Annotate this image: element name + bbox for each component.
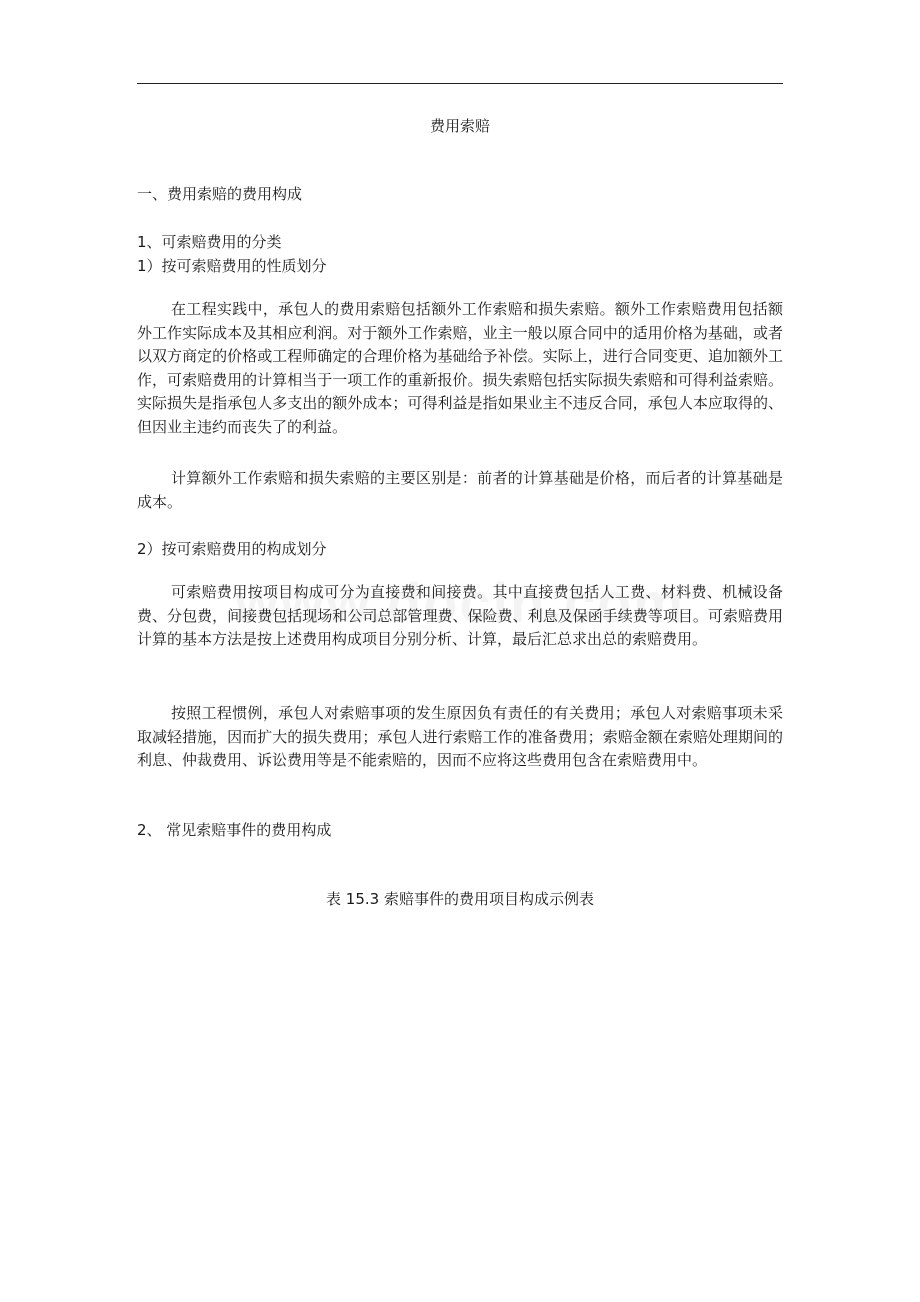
subheading-2: 2、 常见索赔事件的费用构成 <box>137 821 332 839</box>
subheading-1: 1、可索赔费用的分类 <box>137 233 282 251</box>
paragraph-4: 按照工程惯例，承包人对索赔事项的发生原因负有责任的有关费用；承包人对索赔事项未采取减轻措施，因而扩大的损失费用；承包人进行索赔工作的准备费用；索赔金额在索赔处理期间的利息、仲裁费用、诉讼费用等是不能索赔的，因而不应将这些费用包含在索赔费用中。 <box>137 704 783 769</box>
section-heading-1: 一、费用索赔的费用构成 <box>137 185 303 203</box>
table-caption: 表 15.3 索赔事件的费用项目构成示例表 <box>326 890 594 908</box>
paragraph-3: 可索赔费用按项目构成可分为直接费和间接费。其中直接费包括人工费、材料费、机械设备费、分包费，间接费包括现场和公司总部管理费、保险费、利息及保函手续费等项目。可索赔费用计算的基本方法是按上述费用构成项目分别分析、计算，最后汇总求出总的索赔费用。 <box>137 583 783 648</box>
header-rule <box>137 83 783 84</box>
subheading-1-1: 1）按可索赔费用的性质划分 <box>137 257 327 275</box>
paragraph-1: 在工程实践中，承包人的费用索赔包括额外工作索赔和损失索赔。额外工作索赔费用包括额外工作实际成本及其相应利润。对于额外工作索赔，业主一般以原合同中的适用价格为基础，或者以双方商定的价格或工程师确定的合理价格为基础给予补偿。实际上，进行合同变更、追加额外工作，可索赔费用的计算相当于一项工作的重新报价。损失索赔包括实际损失索赔和可得利益索赔。实际损失是指承包人多支出的额外成本；可得利益是指如果业主不违反合同，承包人本应取得的、但因业主违约而丧失了的利益。 <box>137 300 783 436</box>
document-title: 费用索赔 <box>429 117 490 135</box>
subheading-1-2: 2）按可索赔费用的构成划分 <box>137 540 327 558</box>
paragraph-2: 计算额外工作索赔和损失索赔的主要区别是：前者的计算基础是价格，而后者的计算基础是成本。 <box>137 469 783 511</box>
